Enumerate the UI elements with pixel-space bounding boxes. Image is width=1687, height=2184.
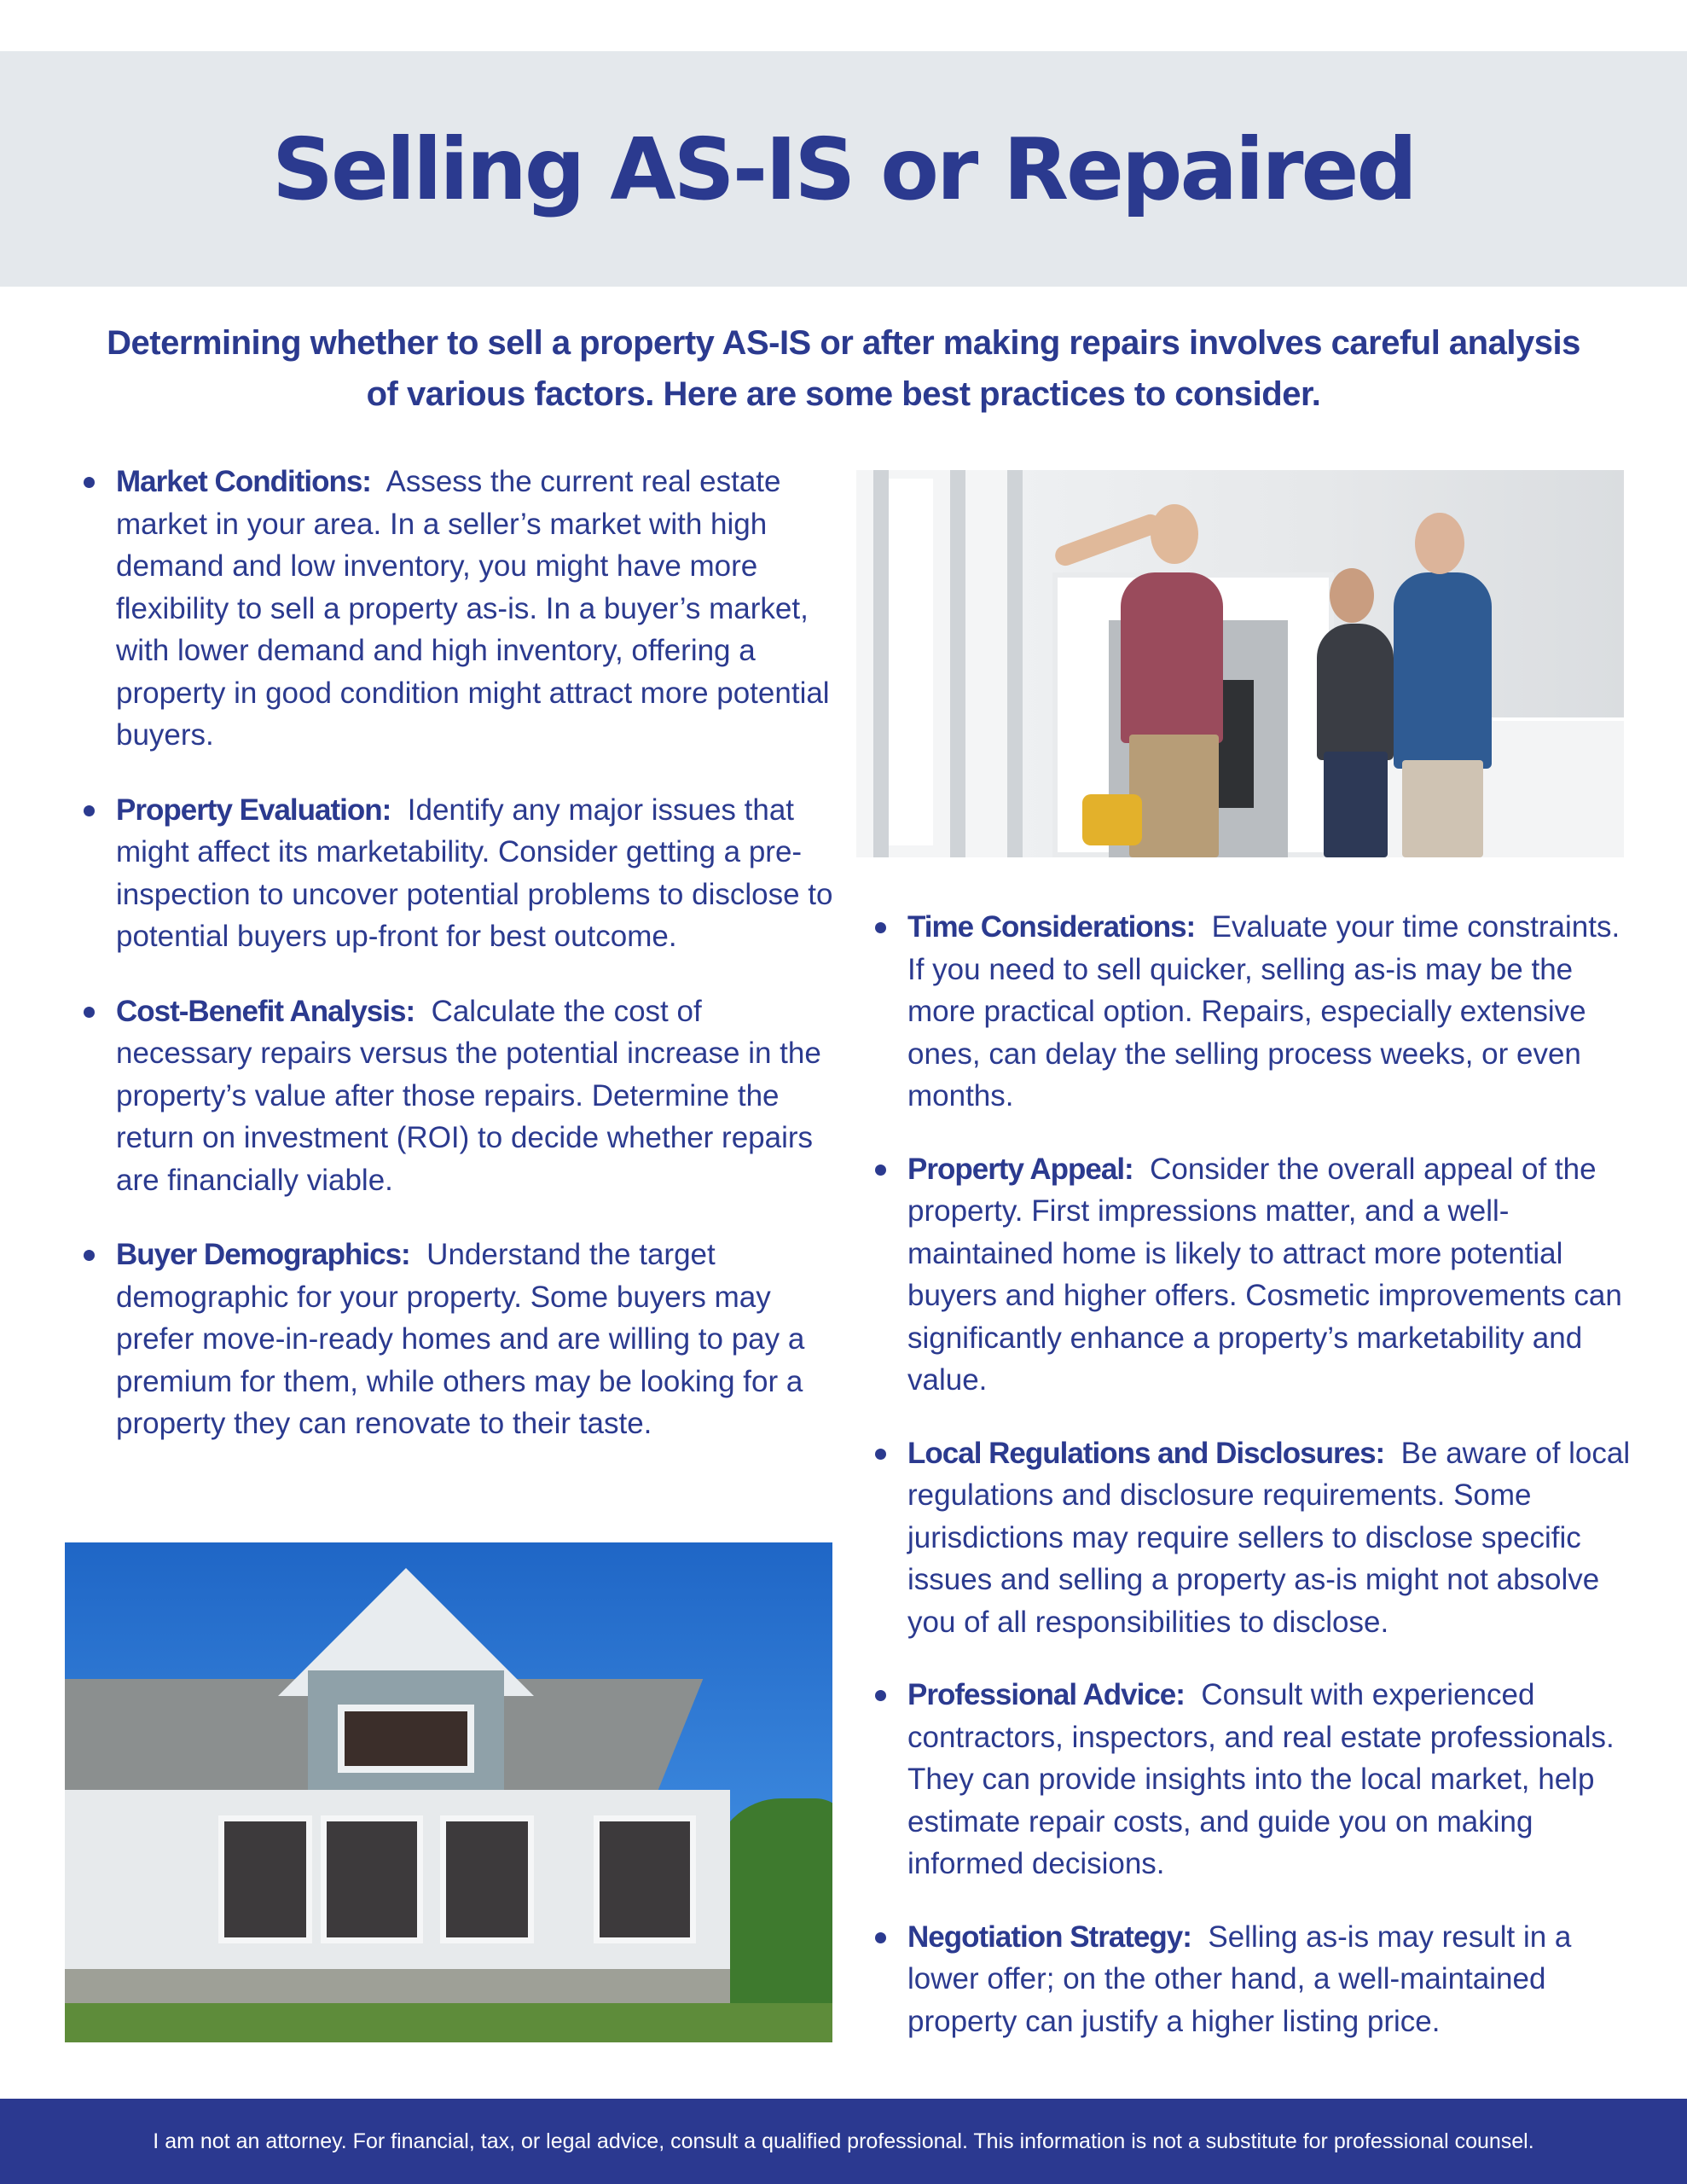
item-text: Understand the target demographic for your property. Some buyers may prefer move-in-ready homes and are willing to pay a premium for them, while others may be looking for a property they can renovate to their taste. [116, 1238, 805, 1440]
item-term: Buyer Demographics: [116, 1238, 410, 1271]
bullet-icon [875, 1690, 886, 1701]
item-term: Market Conditions: [116, 465, 371, 498]
item-text: Consider the overall appeal of the property. First impressions matter, and a well-maintained home is likely to attract more potential buyers and higher offers. Cosmetic improvements can significantly enhance a property’s marketability and value. [907, 1152, 1622, 1397]
item-text: Calculate the cost of necessary repairs versus the potential increase in the property’s value after those repairs. Determine the return on investment (ROI) to decide whether repairs are financially viable. [116, 994, 821, 1197]
item-term: Property Evaluation: [116, 793, 391, 827]
list-item [77, 1234, 844, 1445]
item-term: Local Regulations and Disclosures: [907, 1436, 1385, 1470]
list-item [868, 1674, 1636, 1885]
left-bullet-list [77, 461, 844, 1445]
item-text: Evaluate your time constraints. If you need to sell quicker, selling as-is may be the more practical option. Repairs, especially extensive ones, can delay the selling process weeks, or even months. [907, 910, 1620, 1112]
item-term: Property Appeal: [907, 1152, 1133, 1186]
list-item [77, 990, 844, 1202]
item-term: Time Considerations: [907, 910, 1196, 944]
page-title: Selling AS-IS or Repaired [272, 119, 1415, 219]
item-text: Consult with experienced contractors, inspectors, and real estate professionals. They can provide insights into the local market, help estimate repair costs, and guide you on making informed decisions. [907, 1678, 1615, 1880]
intro-text: Determining whether to sell a property AS-IS or after making repairs involves careful analysis of various factors. Here are some best practices to consider. [107, 324, 1580, 413]
footer-band [0, 2099, 1687, 2184]
item-text: Selling as-is may result in a lower offer; on the other hand, a well-maintained property can justify a higher listing price. [907, 1920, 1572, 2038]
list-item [868, 906, 1636, 1118]
old-house-photo [65, 1542, 832, 2042]
footer-disclaimer: I am not an attorney. For financial, tax, or legal advice, consult a qualified professional. This information is not a substitute for professional counsel. [153, 2129, 1534, 2153]
grass-shape [65, 2003, 832, 2042]
list-item [77, 789, 844, 958]
bullet-icon [84, 1250, 95, 1261]
bullet-icon [875, 1932, 886, 1943]
contractor-figure [1121, 572, 1223, 743]
title-band [0, 51, 1687, 287]
list-item [868, 1148, 1636, 1402]
people-touring-home-photo [856, 470, 1624, 857]
woman-figure [1317, 624, 1394, 760]
bullet-icon [84, 805, 95, 816]
man-figure [1394, 572, 1492, 769]
item-term: Cost-Benefit Analysis: [116, 994, 415, 1028]
list-item [868, 1432, 1636, 1644]
item-text: Assess the current real estate market in your area. In a seller’s market with high demand and low inventory, you might have more flexibility to sell a property as-is. In a buyer’s market, with lower demand and high inventory, offering a property in good condition might attract more potential buyers. [116, 465, 830, 752]
bullet-icon [875, 1165, 886, 1176]
right-column [868, 906, 1636, 2073]
item-term: Negotiation Strategy: [907, 1920, 1191, 1954]
bullet-icon [875, 1449, 886, 1460]
gable-window-shape [338, 1705, 474, 1773]
item-text: Identify any major issues that might affect its marketability. Consider getting a pre-inspection to uncover potential problems to disclose to potential buyers up-front for best outcome. [116, 793, 833, 953]
list-item [868, 1916, 1636, 2043]
item-text: Be aware of local regulations and disclosure requirements. Some jurisdictions may require sellers to disclose specific issues and selling a property as-is might not absolve you of all responsibilities to disclose. [907, 1436, 1631, 1639]
window-shape [856, 470, 1023, 857]
bullet-icon [875, 922, 886, 933]
left-column [77, 461, 844, 1478]
bullet-icon [84, 477, 95, 488]
item-term: Professional Advice: [907, 1678, 1185, 1711]
right-bullet-list [868, 906, 1636, 2042]
toolbag-icon [1082, 794, 1142, 845]
bullet-icon [84, 1007, 95, 1018]
list-item [77, 461, 844, 757]
